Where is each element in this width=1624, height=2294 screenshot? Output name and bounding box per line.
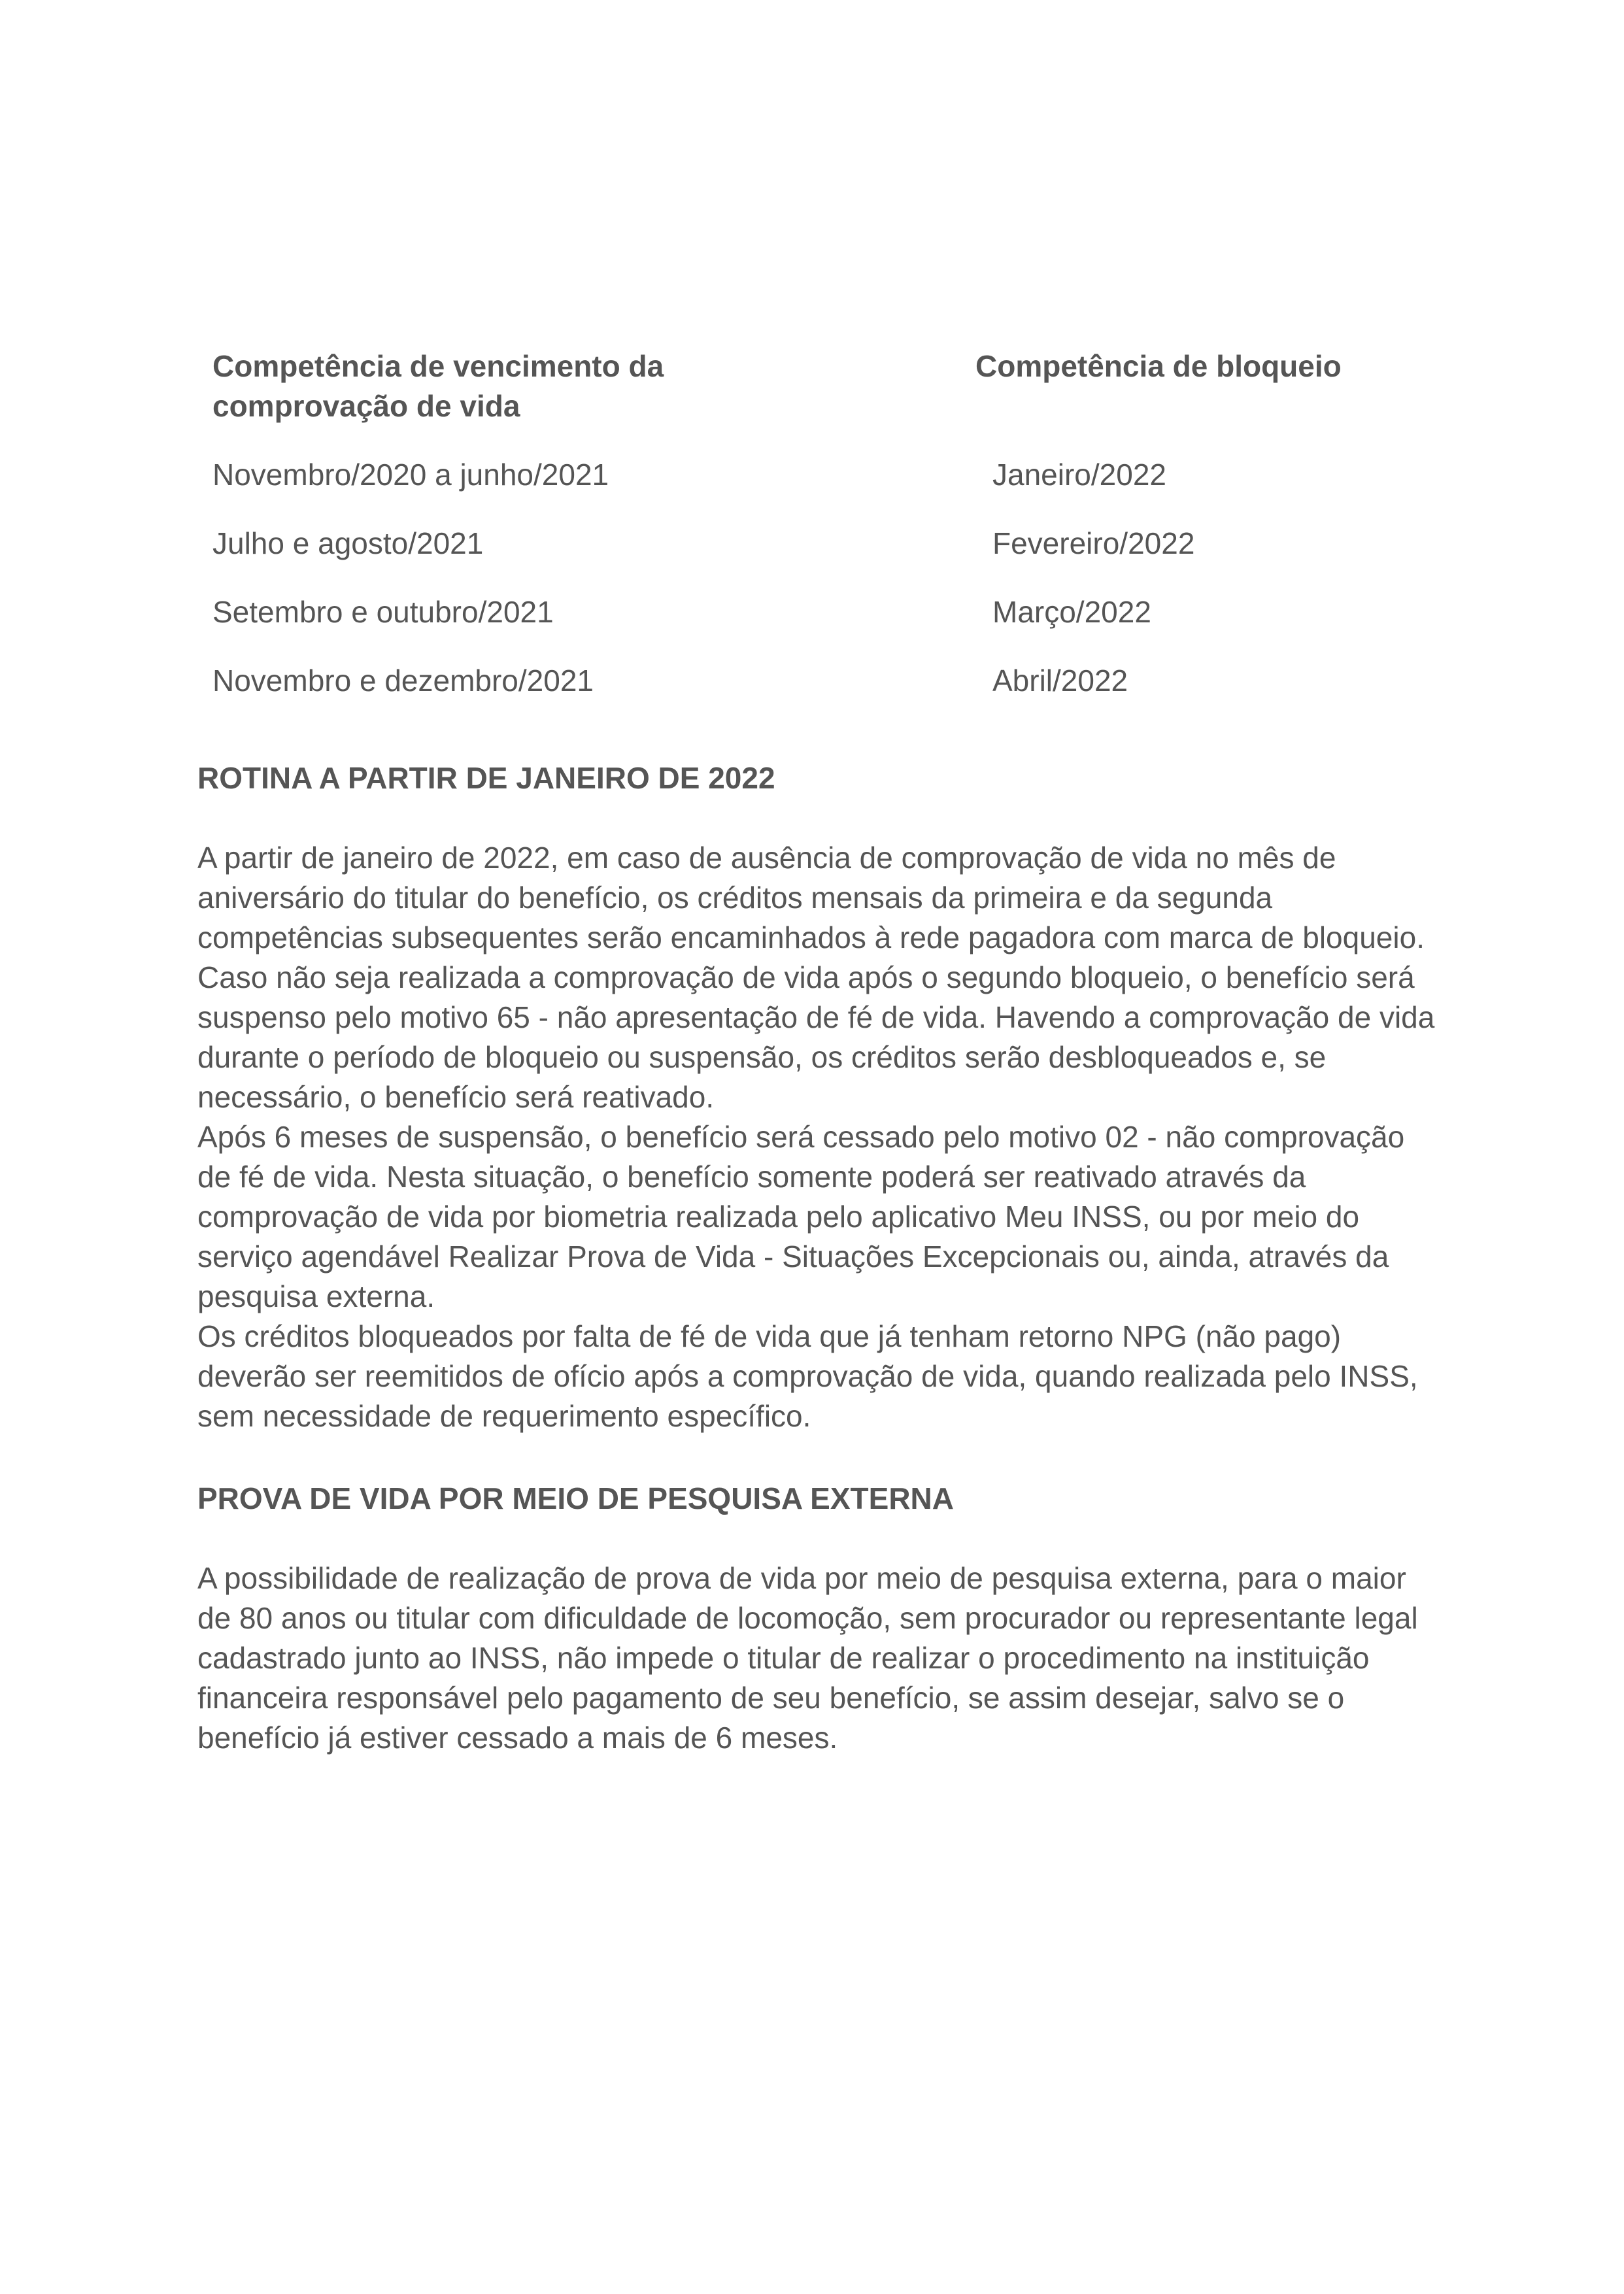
row-bloqueio: Fevereiro/2022 <box>992 526 1195 560</box>
row-vencimento: Setembro e outubro/2021 <box>212 595 554 629</box>
row-bloqueio: Março/2022 <box>992 595 1151 629</box>
paragraph: A possibilidade de realização de prova de vida por meio de pesquisa externa, para o maior de 80 anos ou titular com dificuldade de locomoção, sem procurador ou representante legal cadastrado junto ao INSS, não impede o titular de realizar o procedimento na instituição financeira responsável pelo pagamento de seu benefício, se assim desejar, salvo se o benefício já estiver cessado a mais de 6 meses. <box>197 1561 1418 1755</box>
header-bloqueio: Competência de bloqueio <box>975 349 1342 383</box>
section-title-pesquisa-externa: PROVA DE VIDA POR MEIO DE PESQUISA EXTERNA <box>197 1481 954 1515</box>
row-vencimento: Julho e agosto/2021 <box>212 526 484 560</box>
paragraph: Os créditos bloqueados por falta de fé de vida que já tenham retorno NPG (não pago) deverão ser reemitidos de ofício após a comprovação de vida, quando realizada pelo INSS, sem necessidade de requerimento específico. <box>197 1319 1418 1433</box>
header-vencimento-line1: Competência de vencimento da <box>212 349 664 383</box>
header-vencimento-line2: comprovação de vida <box>212 389 520 423</box>
section-body-rotina <box>197 838 1440 1436</box>
paragraph: A partir de janeiro de 2022, em caso de ausência de comprovação de vida no mês de aniversário do titular do benefício, os créditos mensais da primeira e da segunda competências subsequentes serão encaminhados à rede pagadora com marca de bloqueio. Caso não seja realizada a comprovação de vida após o segundo bloqueio, o benefício será suspenso pelo motivo 65 - não apresentação de fé de vida. Havendo a comprovação de vida durante o período de bloqueio ou suspensão, os créditos serão desbloqueados e, se necessário, o benefício será reativado. <box>197 841 1435 1114</box>
row-vencimento: Novembro e dezembro/2021 <box>212 664 594 698</box>
header-vencimento <box>212 346 801 426</box>
paragraph: Após 6 meses de suspensão, o benefício será cessado pelo motivo 02 - não comprovação de fé de vida. Nesta situação, o benefício somente poderá ser reativado através da comprovação de vida por biometria realizada pelo aplicativo Meu INSS, ou por meio do serviço agendável Realizar Prova de Vida - Situações Excepcionais ou, ainda, através da pesquisa externa. <box>197 1120 1405 1313</box>
row-bloqueio: Janeiro/2022 <box>992 458 1166 492</box>
row-bloqueio: Abril/2022 <box>992 664 1128 698</box>
section-title-rotina: ROTINA A PARTIR DE JANEIRO DE 2022 <box>197 761 775 795</box>
section-body-pesquisa-externa <box>197 1559 1440 1758</box>
row-vencimento: Novembro/2020 a junho/2021 <box>212 458 609 492</box>
